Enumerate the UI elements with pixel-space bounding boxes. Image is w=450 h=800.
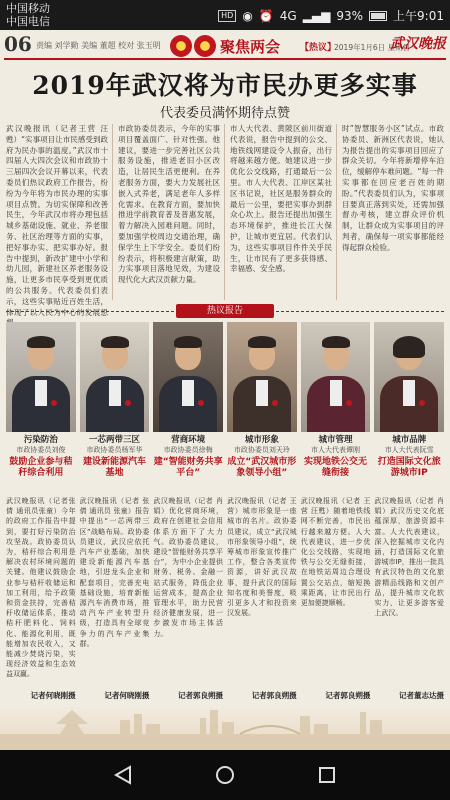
- photo-credit: 记者董志达摄: [396, 691, 444, 701]
- navigation-bar: [0, 750, 450, 800]
- article-text: 武汉晚报讯（记者 肖娟）武汉历史文化底蕴深厚，旅游资源丰富。人大代表建议，深入挖掘城市文化内涵，打造国际文化旅游城市IP，推出一批具有武汉特色的文化旅游精品线路和文创产品，提升城市文化软实力，让更多游客爱上武汉。: [374, 497, 445, 618]
- delegate-article: [227, 496, 297, 701]
- headline: 2019年武汉将为市民办更多实事: [32, 71, 418, 100]
- caption-title: 成立“武汉城市形象领导小组”: [227, 457, 297, 478]
- caption-topic: 城市品牌: [392, 435, 427, 445]
- delegate-article: [153, 496, 223, 701]
- network-type: 4G: [279, 8, 297, 23]
- home-circle-icon[interactable]: [212, 762, 238, 788]
- caption-person: 市政协委员刘天玲: [233, 446, 290, 454]
- city-skyline-illustration: [0, 704, 450, 750]
- carrier-secondary: 中国电信: [6, 15, 50, 28]
- newspaper-page[interactable]: [0, 30, 450, 750]
- delegate-caption: [374, 434, 444, 479]
- newspaper-logo: 武汉晚报: [390, 36, 446, 52]
- delegate-caption: [227, 434, 297, 479]
- delegate-article: [301, 496, 371, 701]
- article-text: 武汉晚报讯（记者 肖娟）优化营商环境，政府在创建社会信用体系方面下了大力气。政协委员建议，建设“智能财务共享平台”，为中小企业提供财务、税务、金融一站式服务，降低企业运营成本，提高企业管理水平，助力民营经济健康发展，进一步激发市场主体活力。: [153, 497, 224, 638]
- battery-percentage: 93%: [336, 8, 364, 23]
- article-text: 武汉晚报讯（记者 张倩 通讯员 张童）报告中提出“一芯两带三区”战略布局。政协委员建议，武汉应依托汽车产业基础，加快建设新能源汽车基地，引进龙头企业和配套项目，完善充电基础设施，培育新能源汽车消费市场，推动汽车产业转型升级，打造具有全球竞争力的汽车产业集群。: [79, 497, 150, 648]
- photo-credit: 记者郭良朔摄: [249, 691, 297, 701]
- delegate-article: [6, 496, 76, 701]
- alarm-icon: ⏰: [258, 8, 274, 23]
- caption-person: 市政协委员刘俊: [16, 446, 66, 454]
- eye-icon: ◉: [242, 8, 253, 23]
- delegate-photo: [374, 322, 444, 432]
- national-emblem-icon: [170, 35, 192, 57]
- delegate-caption: [153, 434, 223, 479]
- hot-discussion-label: 热议报告: [176, 304, 274, 318]
- article-text: 武汉晚报讯（记者张倩 通讯员张童）今年的政府工作报告中提到，要打好污染防治攻坚战。政协委员认为，秸秆综合利用是解决农村环境问题的关键。他建议鼓励企业参与秸秆收储运和加工利用，给予政策和资金扶持，完善秸秆收储运体系，推动秸秆肥料化、饲料化、能源化利用，既能增加农民收入，又能减少焚烧污染，实现经济效益和生态效益双赢。: [6, 497, 76, 679]
- caption-topic: 一芯两带三区: [89, 435, 141, 445]
- delegate-caption: [80, 434, 150, 479]
- section-divider: [6, 304, 444, 318]
- caption-topic: 城市形象: [244, 435, 279, 445]
- status-bar: [0, 0, 450, 30]
- staff-line: 责编 刘学勤 美编 董超 校对 张玉明: [36, 41, 161, 50]
- recents-square-icon[interactable]: [314, 762, 340, 788]
- subheadline: 代表委员满怀期待点赞: [159, 106, 290, 121]
- caption-topic: 城市管理: [318, 435, 353, 445]
- caption-title: 建“智能财务共享平台”: [153, 457, 223, 478]
- caption-person: 市人大代表阮雪: [384, 446, 434, 454]
- photo-credit: 记者郭良朔摄: [175, 691, 223, 701]
- delegate-captions: [6, 434, 444, 479]
- app-notification-icon: HD: [218, 10, 236, 22]
- party-emblem-icon: [194, 35, 216, 57]
- battery-icon: [369, 11, 387, 21]
- skyline-drawing: [0, 704, 450, 750]
- article-text: 武汉晚报讯（记者 王营）城市形象是一座城市的名片。政协委员建议，成立“武汉城市形象领导小组”，统筹城市形象宣传推广工作，整合各类宣传资源，讲好武汉故事，提升武汉的国际知名度和美誉度，吸引更多人才和投资来汉发展。: [227, 497, 297, 618]
- caption-topic: 污染防治: [23, 435, 58, 445]
- delegate-caption: [301, 434, 371, 479]
- delegate-photo: [153, 322, 223, 432]
- caption-person: 市人大代表谭刚: [311, 446, 361, 454]
- page-number: 06: [4, 32, 32, 56]
- delegate-caption: [6, 434, 76, 479]
- lead-column: 武汉晚报讯（记者王营 汪甦）“实事项目让市民感受到政府为民办事的温度。”武汉市十四届人大四次会议和市政协十三届四次会议开幕以来，代表委员们热议政府工作报告，纷纷为今年将为市民办理的实事项目点赞。为切实保障和改善民生，今年武汉市将办理包括城乡基础设施、就业、养老服务、社区治理等方面的实事，把好事办实、把实事办好。报告中提到，新改扩建中小学和幼儿园，新建社区养老服务设施，让更多市民享受到更优质的公共服务。代表委员们表示，这些实事贴近百姓生活，体现了以人民为中心的发展思: [6, 124, 113, 300]
- section-tag: 【热议】: [300, 43, 337, 53]
- caption-person: 市政协委员徐梅: [163, 446, 213, 454]
- signal-icon: ▂▄▆: [302, 8, 331, 23]
- delegate-photo: [227, 322, 297, 432]
- article-text: 武汉晚报讯（记者 王营 汪甦）随着地铁线网不断完善，市民出行越来越方便。人大代表建议，进一步优化公交线路，实现地铁与公交无缝衔接，在地铁站周边合理设置公交站点，缩短换乘距离，让市民出行更加便捷顺畅。: [300, 497, 371, 608]
- status-icons: [218, 7, 444, 24]
- caption-title: 鼓励企业参与秸秆综合利用: [9, 457, 73, 478]
- delegate-articles: [6, 496, 444, 701]
- section-name: 聚焦两会: [220, 38, 281, 56]
- caption-title: 建设新能源汽车基地: [83, 457, 147, 478]
- photo-credit: 记者何晓刚摄: [101, 691, 149, 701]
- caption-title: 打造国际文化旅游城市IP: [377, 457, 441, 478]
- delegate-photo: [80, 322, 150, 432]
- carrier-primary: 中国移动: [6, 2, 50, 15]
- caption-topic: 营商环境: [171, 435, 206, 445]
- caption-title: 实现地铁公交无缝衔接: [304, 457, 368, 478]
- photo-credit: 记者郭良朔摄: [322, 691, 370, 701]
- delegate-article: [80, 496, 150, 701]
- clock-time: 上午9:01: [393, 9, 444, 23]
- lead-column: 时”智慧服务小区”试点。市政协委员、新洲区代表说，她认为报告提出的实事项目回应了群众关切。今年将新增停车泊位，缓解停车难问题。“每一件实事都在回应老百姓的期盼。”代表委员们认为，实事项目要真正落到实处，还需加强督办考核，建立群众评价机制，让群众成为实事项目的评判者，确保每一项实事都能经得起群众检验。: [342, 124, 444, 252]
- caption-person: 市政协委员杨军华: [86, 446, 143, 454]
- lead-column: 市人大代表、黄陂区前川街道代表说，报告中提到的公交、地铁线网建设令人振奋，出行将越来越方便。她建议进一步优化公交线路，打通最后一公里。市人大代表、江岸区某社区书记说，社区是服务群众的最后一公里，要把实事办到群众心坎上。报告还提出加强生态环境保护，推进长江大保护，让城市更宜居。代表们认为，这些实事项目件件关乎民生，让市民有了更多获得感、幸福感、安全感。: [230, 124, 337, 300]
- back-triangle-icon[interactable]: [110, 762, 136, 788]
- masthead: [4, 34, 446, 60]
- delegate-article: [374, 496, 444, 701]
- photo-credit: 记者何晓刚摄: [28, 691, 76, 701]
- delegate-photo: [301, 322, 371, 432]
- lead-column: 市政协委员表示，今年的实事项目覆盖面广、针对性强。他建议，要进一步完善社区公共服务设施，推进老旧小区改造，让居民生活更便利。在养老服务方面，要大力发展社区嵌入式养老，满足老年人多样化需求。在教育方面，要加快推进学前教育普及普惠发展，着力解决入园难问题。同时，要加强学校周边交通治理，确保学生上下学安全。委员们纷纷表示，将积极建言献策，助力实事项目落地见效，为建设现代化大武汉贡献力量。: [118, 124, 225, 300]
- delegate-photo-row: [6, 322, 444, 432]
- issue-date: 2019年1月6日 星期日: [334, 43, 411, 52]
- delegate-photo: [6, 322, 76, 432]
